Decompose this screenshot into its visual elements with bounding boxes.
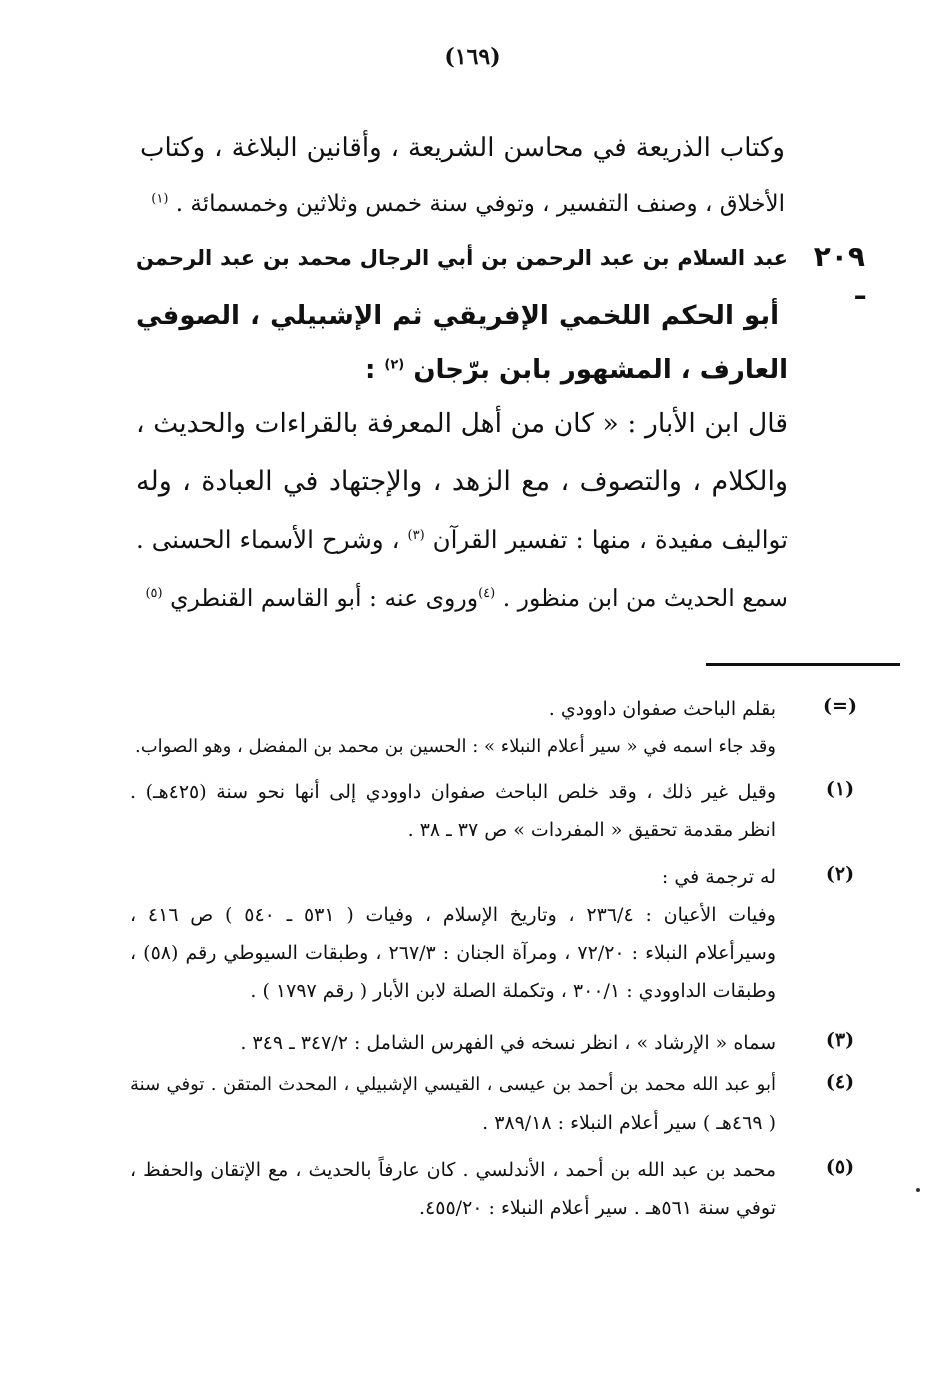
footnote-marker: (٥) [825,1156,855,1178]
body-line-1 [140,128,785,168]
page-number: (١٦٩) [444,44,501,70]
footnote-line: انظر مقدمة تحقيق « المفردات » ص ٣٧ ـ ٣٨ . [407,819,776,841]
heading-line-3 [136,350,788,390]
entry-text-line: والكلام ، والتصوف ، مع الزهد ، والإجتهاد في العبادة ، وله [136,466,788,497]
footnote-line: وطبقات الداوودي : ٣٠٠/١ ، وتكملة الصلة لابن الأبار ( رقم ١٧٩٧ ) . [250,980,776,1002]
footnote-ref[interactable]: (٥) [145,586,163,602]
entry-text-line: ، وشرح الأسماء الحسنى . [136,525,400,554]
footnote-ref[interactable]: (٢) [384,357,405,373]
body-line-2 [140,184,785,224]
footnote-ref[interactable]: (١) [151,191,169,207]
footnote-line: وفيات الأعيان : ٢٣٦/٤ ، وتاريخ الإسلام ، وفيات ( ٥٣١ ـ ٥٤٠ ) ص ٤١٦ ، [130,904,776,926]
footnote-ref[interactable]: (٤) [478,586,496,602]
footnote-line: توفي سنة ٥٦١هـ . سير أعلام النبلاء : ٤٥٥/٢٠. [419,1197,776,1219]
footnote-line: وسيرأعلام النبلاء : ٧٢/٢٠ ، ومرآة الجنان : ٢٦٧/٣ ، وطبقات السيوطي رقم (٥٨) ، [130,942,777,964]
footnote-marker: (١) [825,778,855,800]
heading-line-2 [136,296,779,336]
entry-line-2 [136,462,788,502]
footnote-marker: (٤) [825,1071,855,1093]
body-text: الأخلاق ، وصنف التفسير ، وتوفي سنة خمس وثلاثين وخمسمائة . [175,191,785,217]
body-text: وكتاب الذريعة في محاسن الشريعة ، وأقانين البلاغة ، وكتاب [140,133,785,163]
footnote-marker: (٢) [825,863,855,885]
heading-line-1 [136,238,788,278]
heading-text: عبد السلام بن عبد الرحمن بن أبي الرجال محمد بن عبد الرحمن [136,246,788,270]
entry-line-4 [136,578,788,618]
entry-number: ٢٠٩ ـ [813,240,865,306]
footnote-line: ( ٤٦٩هـ ) سير أعلام النبلاء : ٣٨٩/١٨ . [482,1112,776,1134]
heading-text: العارف ، المشهور بابن برّجان [413,355,788,385]
footnote-separator [706,663,900,666]
footnote-line: أبو عبد الله محمد بن أحمد بن عيسى ، القيسي الإشبيلي ، المحدث المتقن . توفي سنة [130,1074,776,1095]
entry-text-line: وروى عنه : أبو القاسم القنطري [170,584,479,612]
entry-line-1 [136,404,788,444]
colon: : [364,355,376,385]
heading-text: أبو الحكم اللخمي الإفريقي ثم الإشبيلي ، الصوفي [136,301,779,331]
footnote-line: وقيل غير ذلك ، وقد خلص الباحث صفوان داوودي إلى أنها نحو سنة (٤٢٥هـ) . [130,781,777,803]
footnote-marker: (=) [823,695,857,717]
footnote-line: سماه « الإرشاد » ، انظر نسخه في الفهرس الشامل : ٣٤٧/٢ ـ ٣٤٩ . [240,1032,776,1054]
footnote-line: له ترجمة في : [661,866,776,888]
footnote-marker: (٣) [825,1029,855,1051]
entry-line-3 [136,520,788,560]
footnote-line: بقلم الباحث صفوان داوودي . [548,698,776,720]
footnote-line: وقد جاء اسمه في « سير أعلام النبلاء » : الحسين بن محمد بن المفضل ، وهو الصواب. [135,736,776,757]
footnote-ref[interactable]: (٣) [407,527,425,543]
entry-text-line: تواليف مفيدة ، منها : تفسير القرآن [432,525,788,554]
footnote-line: محمد بن عبد الله بن أحمد ، الأندلسي . كان عارفاً بالحديث ، مع الإتقان والحفظ ، [130,1159,776,1181]
scan-speck [916,1188,920,1192]
entry-text-line: قال ابن الأبار : « كان من أهل المعرفة بالقراءات والحديث ، [136,408,788,439]
entry-text-line: سمع الحديث من ابن منظور . [502,584,788,612]
